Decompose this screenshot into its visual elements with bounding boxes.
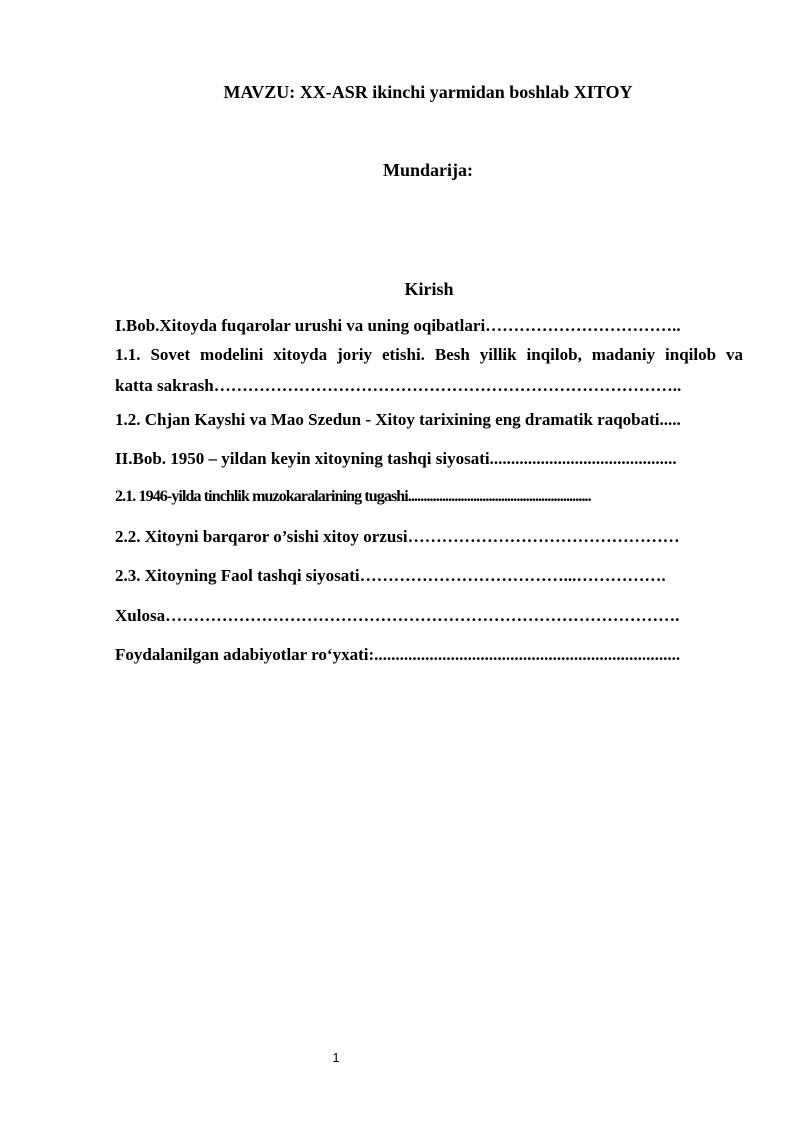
toc-entry-2-2: 2.2. Xitoyni barqaror o’sishi xitoy orzusi………………………………………… (115, 527, 680, 546)
toc-entry-1-1: 1.1. Sovet modelini xitoyda joriy etishi. Besh yillik inqilob, madaniy inqilob va (115, 345, 743, 364)
toc-entry-references: Foydalanilgan adabiyotlar ro‘yxati:........................................................................ (115, 645, 681, 664)
toc-entry-2-3: 2.3. Xitoyning Faol tashqi siyosati………………………………...……………. (115, 566, 666, 585)
toc-entry-chapter-1: I.Bob.Xitoyda fuqarolar urushi va uning oqibatlari…………………………….. (115, 316, 681, 335)
toc-entry-conclusion: Xulosa………………………………………………………………………………. (115, 606, 680, 625)
page-number: 1 (332, 1050, 340, 1065)
toc-entry-1-1-continued: katta sakrash……………………………………………………………………….. (115, 376, 682, 395)
toc-intro: Kirish (404, 279, 454, 299)
document-title: MAVZU: XX-ASR ikinchi yarmidan boshlab XITOY (223, 82, 633, 102)
toc-entry-2-1: 2.1. 1946-yilda tinchlik muzokaralarining tugashi........................................................... (115, 488, 591, 505)
toc-entry-chapter-2: II.Bob. 1950 – yildan keyin xitoyning tashqi siyosati............................................ (115, 449, 677, 468)
toc-heading: Mundarija: (383, 160, 473, 180)
toc-entry-1-2: 1.2. Chjan Kayshi va Mao Szedun - Xitoy tarixining eng dramatik raqobati..... (115, 410, 681, 429)
